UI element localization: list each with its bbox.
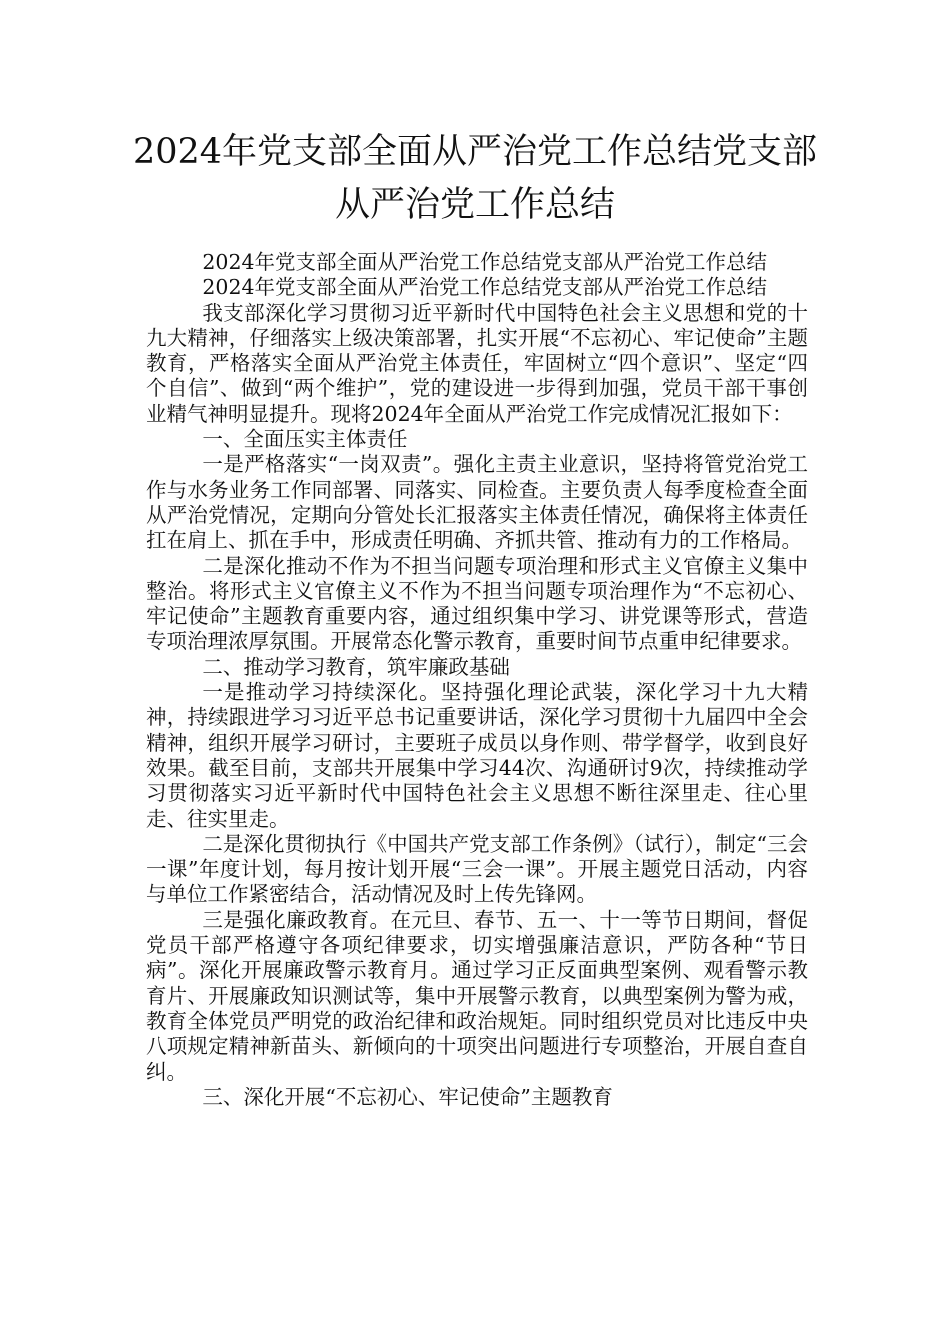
intro-paragraph: 我支部深化学习贯彻习近平新时代中国特色社会主义思想和党的十九大精神，仔细落实上级决策部署，扎实开展“不忘初心、牢记使命”主题教育，严格落实全面从严治党主体责任，牢固树立“四个意识”、坚定“四个自信”、做到“两个维护”，党的建设进一步得到加强，党员干部干事创业精气神明显提升。现将2024年全面从严治党工作完成情况汇报如下：: [146, 300, 808, 426]
section-heading: 三、深化开展“不忘初心、牢记使命”主题教育: [202, 1084, 613, 1109]
section-heading: 一、全面压实主体责任: [202, 427, 408, 452]
section-heading: 二、推动学习教育，筑牢廉政基础: [202, 654, 510, 679]
document-title: 2024年党支部全面从严治党工作总结党支部从严治党工作总结: [132, 132, 818, 225]
body-paragraph: 一是严格落实“一岗双责”。强化主责主业意识，坚持将管党治党工作与水务业务工作同部署、同落实、同检查。主要负责人每季度检查全面从严治党情况，定期向分管处长汇报落实主体责任情况，确保将主体责任扛在肩上、抓在手中，形成责任明确、齐抓共管、推动有力的工作格局。: [146, 452, 808, 553]
body-paragraph: 二是深化推动不作为不担当问题专项治理和形式主义官僚主义集中整治。将形式主义官僚主义不作为不担当问题专项治理作为“不忘初心、牢记使命”主题教育重要内容，通过组织集中学习、讲党课等形式，营造专项治理浓厚氛围。开展常态化警示教育，重要时间节点重申纪律要求。: [146, 553, 808, 654]
body-paragraph: 一是推动学习持续深化。坚持强化理论武装，深化学习十九大精神，持续跟进学习习近平总书记重要讲话，深化学习贯彻十九届四中全会精神，组织开展学习研讨，主要班子成员以身作则、带学督学，收到良好效果。截至目前，支部共开展集中学习44次、沟通研讨9次，持续推动学习贯彻落实习近平新时代中国特色社会主义思想不断往深里走、往心里走、往实里走。: [146, 680, 808, 831]
body-paragraph: 二是深化贯彻执行《中国共产党支部工作条例》（试行），制定“三会一课”年度计划，每月按计划开展“三会一课”。开展主题党日活动，内容与单位工作紧密结合，活动情况及时上传先锋网。: [146, 831, 808, 907]
body-paragraph: 三是强化廉政教育。在元旦、春节、五一、十一等节日期间，督促党员干部严格遵守各项纪律要求，切实增强廉洁意识，严防各种“节日病”。深化开展廉政警示教育月。通过学习正反面典型案例、观看警示教育片、开展廉政知识测试等，集中开展警示教育，以典型案例为警为戒，教育全体党员严明党的政治纪律和政治规矩。同时组织党员对比违反中央八项规定精神新苗头、新倾向的十项突出问题进行专项整治，开展自查自纠。: [146, 907, 808, 1084]
subtitle-line: 2024年党支部全面从严治党工作总结党支部从严治党工作总结: [202, 275, 768, 300]
subtitle-line: 2024年党支部全面从严治党工作总结党支部从严治党工作总结: [202, 250, 768, 274]
document-body: [146, 250, 808, 1110]
